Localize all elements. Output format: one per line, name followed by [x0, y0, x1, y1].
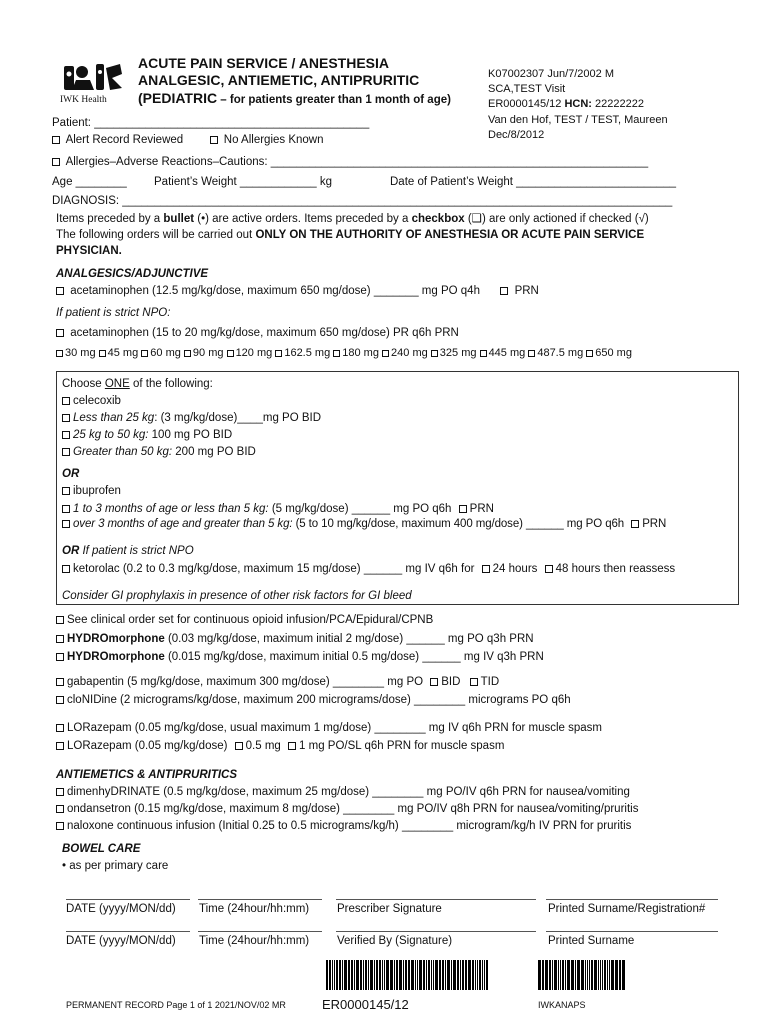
dose-checkbox[interactable] [382, 350, 389, 357]
barcode-bar [598, 960, 599, 990]
alert-row [52, 134, 324, 147]
lorazepam-1mg-checkbox[interactable] [288, 742, 296, 750]
ibuprofen-option-1: 1 to 3 months of age or less than 5 kg: (5 mg/kg/dose) ______ mg PO q6h PRN [62, 503, 494, 516]
or-separator-1: OR [62, 468, 80, 480]
naloxone-row: naloxone continuous infusion (Initial 0.25 to 0.5 micrograms/kg/h) ________ microgram/kg/h IV PRN for pruritis [56, 820, 631, 833]
dose-checkbox[interactable] [99, 350, 106, 357]
barcode-bar [577, 960, 580, 990]
barcode-bar [384, 960, 385, 990]
barcode-bar [607, 960, 608, 990]
instruction-line2: The following orders will be carried out ONLY ON THE AUTHORITY OF ANESTHESIA OR ACUTE PAIN SERVICE [56, 229, 645, 241]
ibuprofen-infant-checkbox[interactable] [62, 505, 70, 513]
strict-npo-note: If patient is strict NPO: [56, 307, 171, 319]
ibuprofen-child-checkbox[interactable] [62, 520, 70, 528]
ketorolac-48h-checkbox[interactable] [545, 565, 553, 573]
barcode-bar [600, 960, 601, 990]
barcode-bar [439, 960, 441, 990]
barcode-bar [336, 960, 338, 990]
barcode-bar [368, 960, 369, 990]
sig-line-prescriber [336, 899, 536, 900]
ibuprofen-child-prn-checkbox[interactable] [631, 520, 639, 528]
label-name-line: Van den Hof, TEST / TEST, Maureen [488, 113, 668, 126]
clonidine-row: cloNIDine (2 micrograms/kg/dose, maximum 200 micrograms/dose) ________ micrograms PO q6h [56, 694, 571, 707]
barcode-bar [581, 960, 584, 990]
barcode-bar [348, 960, 350, 990]
sig-line-verified [336, 931, 536, 932]
barcode-bar [403, 960, 404, 990]
barcode-bar [363, 960, 364, 990]
barcode-bar [411, 960, 414, 990]
weight-date-field[interactable]: Date of Patient’s Weight _________________________ [390, 176, 677, 188]
barcode-bar [344, 960, 347, 990]
sig-line-printed2 [546, 931, 718, 932]
dose-checkbox[interactable] [528, 350, 535, 357]
time-label-2: Time (24hour/hh:mm) [199, 935, 310, 947]
barcode-bar [549, 960, 551, 990]
barcode-bar [486, 960, 488, 990]
ondansetron-checkbox[interactable] [56, 805, 64, 813]
opioid-order-set-row: See clinical order set for continuous opioid infusion/PCA/Epidural/CPNB [56, 614, 433, 627]
barcode-bar [542, 960, 544, 990]
barcode-bar [390, 960, 393, 990]
barcode-bar [370, 960, 373, 990]
instruction-line1: Items preceded by a bullet (•) are active orders. Items preceded by a checkbox (❑) are only actioned if checked (√) [56, 213, 649, 225]
ondansetron-row: ondansetron (0.15 mg/kg/dose, maximum 8 mg/dose) ________ mg PO/IV q8h PRN for nausea/vomiting/pruritis [56, 803, 638, 816]
barcode-bar [562, 960, 564, 990]
barcode-bar [482, 960, 483, 990]
dose-options-row: 30 mg 45 mg 60 mg 90 mg 120 mg 162.5 mg 180 mg 240 mg 325 mg 445 mg 487.5 mg 650 mg [56, 347, 632, 359]
hydromorphone-po-row: HYDROmorphone (0.03 mg/kg/dose, maximum initial 2 mg/dose) ______ mg PO q3h PRN [56, 633, 534, 646]
barcode-bar [435, 960, 438, 990]
opioid-order-set-checkbox[interactable] [56, 616, 64, 624]
barcode-bar [399, 960, 402, 990]
antiemetics-heading: ANTIEMETICS & ANTIPRURITICS [56, 769, 238, 781]
form-title-line3 [138, 91, 451, 107]
barcode-bar [589, 960, 590, 990]
label-visit-line: SCA,TEST Visit [488, 83, 566, 96]
barcode-bar [408, 960, 410, 990]
ketorolac-checkbox[interactable] [62, 565, 70, 573]
gabapentin-row: gabapentin (5 mg/kg/dose, maximum 300 mg/dose) ________ mg PO BID TID [56, 676, 499, 689]
barcode-bar [433, 960, 434, 990]
ibuprofen-checkbox[interactable] [62, 487, 70, 495]
barcode-bar [465, 960, 467, 990]
barcode-bar [615, 960, 618, 990]
patient-label [488, 67, 668, 143]
alert-reviewed-checkbox[interactable] [52, 136, 60, 144]
dose-checkbox[interactable] [431, 350, 438, 357]
sig-line-date2 [66, 931, 190, 932]
barcode-bar [447, 960, 450, 990]
barcode-bar [356, 960, 359, 990]
footer-form-code: IWKANAPS [538, 1000, 586, 1010]
barcode-bar [332, 960, 333, 990]
barcode-bar [329, 960, 331, 990]
dimenhydrinate-row: dimenhyDRINATE (0.5 mg/kg/dose, maximum 25 mg/dose) ________ mg PO/IV q6h PRN for nausea/vomiting [56, 786, 630, 799]
barcode-bar [575, 960, 576, 990]
sig-line-time1 [198, 899, 322, 900]
gabapentin-bid-checkbox[interactable] [430, 678, 438, 686]
barcode-bar [475, 960, 476, 990]
barcode-bar [428, 960, 430, 990]
allergies-row [52, 156, 648, 169]
ketorolac-row: ketorolac (0.2 to 0.3 mg/kg/dose, maximum 15 mg/dose) ______ mg IV q6h for 24 hours 48 hours then reassess [62, 563, 675, 576]
barcode-bar [567, 960, 570, 990]
analgesics-heading: ANALGESICS/ADJUNCTIVE [56, 268, 209, 280]
barcode-left [326, 960, 496, 990]
alert-reviewed-label: Alert Record Reviewed [65, 134, 184, 146]
barcode-bar [587, 960, 588, 990]
barcode-bar [365, 960, 367, 990]
hydromorphone-iv-checkbox[interactable] [56, 653, 64, 661]
lorazepam-iv-row: LORazepam (0.05 mg/kg/dose, usual maximum 1 mg/dose) ________ mg IV q6h PRN for muscle spasm [56, 722, 602, 735]
form-title-line2: ANALGESIC, ANTIEMETIC, ANTIPRURITIC [138, 72, 420, 88]
celecoxib-lt25-checkbox[interactable] [62, 414, 70, 422]
barcode-bar [609, 960, 610, 990]
barcode-bar [538, 960, 541, 990]
barcode-bar [431, 960, 432, 990]
barcode-bar [602, 960, 603, 990]
barcode-bar [604, 960, 606, 990]
verified-by-label: Verified By (Signature) [337, 935, 453, 947]
barcode-bar [351, 960, 353, 990]
ibuprofen-infant-prn-checkbox[interactable] [459, 505, 467, 513]
dose-checkbox[interactable] [275, 350, 282, 357]
prescriber-signature-label: Prescriber Signature [337, 903, 442, 915]
gabapentin-checkbox[interactable] [56, 678, 64, 686]
dose-checkbox[interactable] [184, 350, 191, 357]
acetaminophen-pr-row: acetaminophen (15 to 20 mg/kg/dose, maximum 650 mg/dose) PR q6h PRN [56, 327, 459, 340]
dose-checkbox[interactable] [56, 350, 63, 357]
instruction-line3: PHYSICIAN. [56, 245, 122, 257]
barcode-right [538, 960, 628, 990]
gabapentin-tid-checkbox[interactable] [470, 678, 478, 686]
barcode-bar [334, 960, 335, 990]
barcode-bar [558, 960, 559, 990]
ibuprofen-option-2: over 3 months of age and greater than 5 kg: (5 to 10 mg/kg/dose, maximum 400 mg/dose) ______ mg PO q6h PRN [62, 518, 666, 531]
barcode-bar [554, 960, 557, 990]
printed-surname-registration-label: Printed Surname/Registration# [548, 903, 706, 915]
barcode-bar [477, 960, 478, 990]
hydromorphone-iv-row: HYDROmorphone (0.015 mg/kg/dose, maximum initial 0.5 mg/dose) ______ mg IV q3h PRN [56, 651, 544, 664]
date-label-2: DATE (yyyy/MON/dd) [66, 935, 176, 947]
dose-checkbox[interactable] [586, 350, 593, 357]
barcode-bar [472, 960, 474, 990]
celecoxib-gt50-checkbox[interactable] [62, 448, 70, 456]
lorazepam-iv-checkbox[interactable] [56, 724, 64, 732]
acetaminophen-prn-checkbox[interactable] [500, 287, 508, 295]
barcode-bar [339, 960, 341, 990]
barcode-bar [622, 960, 625, 990]
no-allergies-checkbox[interactable] [210, 136, 218, 144]
label-date-line: Dec/8/2012 [488, 128, 545, 141]
barcode-bar [565, 960, 566, 990]
label-id-line: K07002307 Jun/7/2002 M [488, 68, 614, 80]
bowel-care-item: • as per primary care [62, 860, 169, 872]
barcode-bar [342, 960, 343, 990]
patient-field[interactable]: Patient: ___________________________________________ [52, 117, 370, 129]
lorazepam-po-row: LORazepam (0.05 mg/kg/dose) 0.5 mg 1 mg PO/SL q6h PRN for muscle spasm [56, 740, 504, 753]
barcode-bar [484, 960, 485, 990]
barcode-bar [552, 960, 553, 990]
allergies-checkbox[interactable] [52, 158, 60, 166]
barcode-bar [382, 960, 383, 990]
barcode-bar [619, 960, 621, 990]
barcode-bar [462, 960, 464, 990]
barcode-bar [571, 960, 574, 990]
clonidine-checkbox[interactable] [56, 696, 64, 704]
barcode-bar [379, 960, 381, 990]
barcode-bar [453, 960, 456, 990]
sig-line-time2 [198, 931, 322, 932]
acetaminophen-po-checkbox[interactable] [56, 287, 64, 295]
barcode-bar [394, 960, 395, 990]
barcode-bar [560, 960, 561, 990]
barcode-bar [591, 960, 593, 990]
choose-one-heading: Choose ONE of the following: [62, 378, 213, 390]
dose-checkbox[interactable] [141, 350, 148, 357]
no-allergies-label: No Allergies Known [223, 134, 324, 146]
celecoxib-row: celecoxib [62, 395, 121, 408]
celecoxib-25-50-checkbox[interactable] [62, 431, 70, 439]
lorazepam-05mg-checkbox[interactable] [235, 742, 243, 750]
acetaminophen-pr-checkbox[interactable] [56, 329, 64, 337]
barcode-bar [405, 960, 407, 990]
barcode-bar [419, 960, 422, 990]
dose-checkbox[interactable] [227, 350, 234, 357]
naloxone-checkbox[interactable] [56, 822, 64, 830]
barcode-bar [417, 960, 418, 990]
barcode-bar [360, 960, 362, 990]
weight-field[interactable]: Patient’s Weight ____________ kg [154, 176, 332, 188]
barcode-bar [354, 960, 355, 990]
age-field[interactable]: Age ________ [52, 176, 127, 188]
lorazepam-po-checkbox[interactable] [56, 742, 64, 750]
acetaminophen-po-row: acetaminophen (12.5 mg/kg/dose, maximum 650 mg/dose) _______ mg PO q4h PRN [56, 285, 539, 298]
ketorolac-24h-checkbox[interactable] [482, 565, 490, 573]
barcode-bar [594, 960, 597, 990]
barcode-bar [479, 960, 481, 990]
label-er-line: ER0000145/12 HCN: 22222222 [488, 98, 644, 111]
celecoxib-option-3: Greater than 50 kg: 200 mg PO BID [62, 446, 256, 459]
or-strict-npo: OR If patient is strict NPO [62, 545, 194, 557]
form-title-line1: ACUTE PAIN SERVICE / ANESTHESIA [138, 55, 390, 71]
celecoxib-option-2: 25 kg to 50 kg: 100 mg PO BID [62, 429, 232, 442]
logo-text: IWK Health [60, 95, 107, 105]
gi-prophylaxis-note: Consider GI prophylaxis in presence of other risk factors for GI bleed [62, 590, 412, 602]
barcode-bar [545, 960, 548, 990]
sig-line-printed1 [546, 899, 718, 900]
date-label-1: DATE (yyyy/MON/dd) [66, 903, 176, 915]
barcode-bar [445, 960, 446, 990]
celecoxib-checkbox[interactable] [62, 397, 70, 405]
time-label-1: Time (24hour/hh:mm) [199, 903, 310, 915]
barcode-bar [460, 960, 461, 990]
sig-line-date1 [66, 899, 190, 900]
title-pediatric: (PEDIATRIC [138, 90, 218, 106]
bowel-care-heading: BOWEL CARE [62, 843, 141, 855]
celecoxib-option-1: Less than 25 kg: (3 mg/kg/dose)____mg PO BID [62, 412, 321, 425]
barcode-bar [386, 960, 389, 990]
dose-checkbox[interactable] [480, 350, 487, 357]
barcode-bar [585, 960, 586, 990]
printed-surname-label: Printed Surname [548, 935, 635, 947]
hydromorphone-po-checkbox[interactable] [56, 635, 64, 643]
title-age-note: – for patients greater than 1 month of age) [217, 94, 451, 106]
ibuprofen-row: ibuprofen [62, 485, 121, 498]
dimenhydrinate-checkbox[interactable] [56, 788, 64, 796]
barcode-bar [426, 960, 427, 990]
barcode-bar [415, 960, 416, 990]
barcode-bar [468, 960, 471, 990]
barcode-bar [423, 960, 425, 990]
barcode-bar [376, 960, 378, 990]
diagnosis-field[interactable]: DIAGNOSIS: ______________________________________________________________________________________ [52, 195, 673, 207]
dose-checkbox[interactable] [333, 350, 340, 357]
barcode-bar [374, 960, 375, 990]
barcode-bar [457, 960, 459, 990]
footer-er-number: ER0000145/12 [322, 997, 409, 1012]
footer-record-info: PERMANENT RECORD Page 1 of 1 2021/NOV/02 MR [66, 1000, 286, 1010]
allergies-field[interactable]: Allergies–Adverse Reactions–Cautions: ___________________________________________________________ [65, 156, 649, 168]
barcode-bar [442, 960, 444, 990]
barcode-bar [451, 960, 452, 990]
barcode-bar [611, 960, 614, 990]
barcode-bar [326, 960, 328, 990]
barcode-bar [396, 960, 398, 990]
